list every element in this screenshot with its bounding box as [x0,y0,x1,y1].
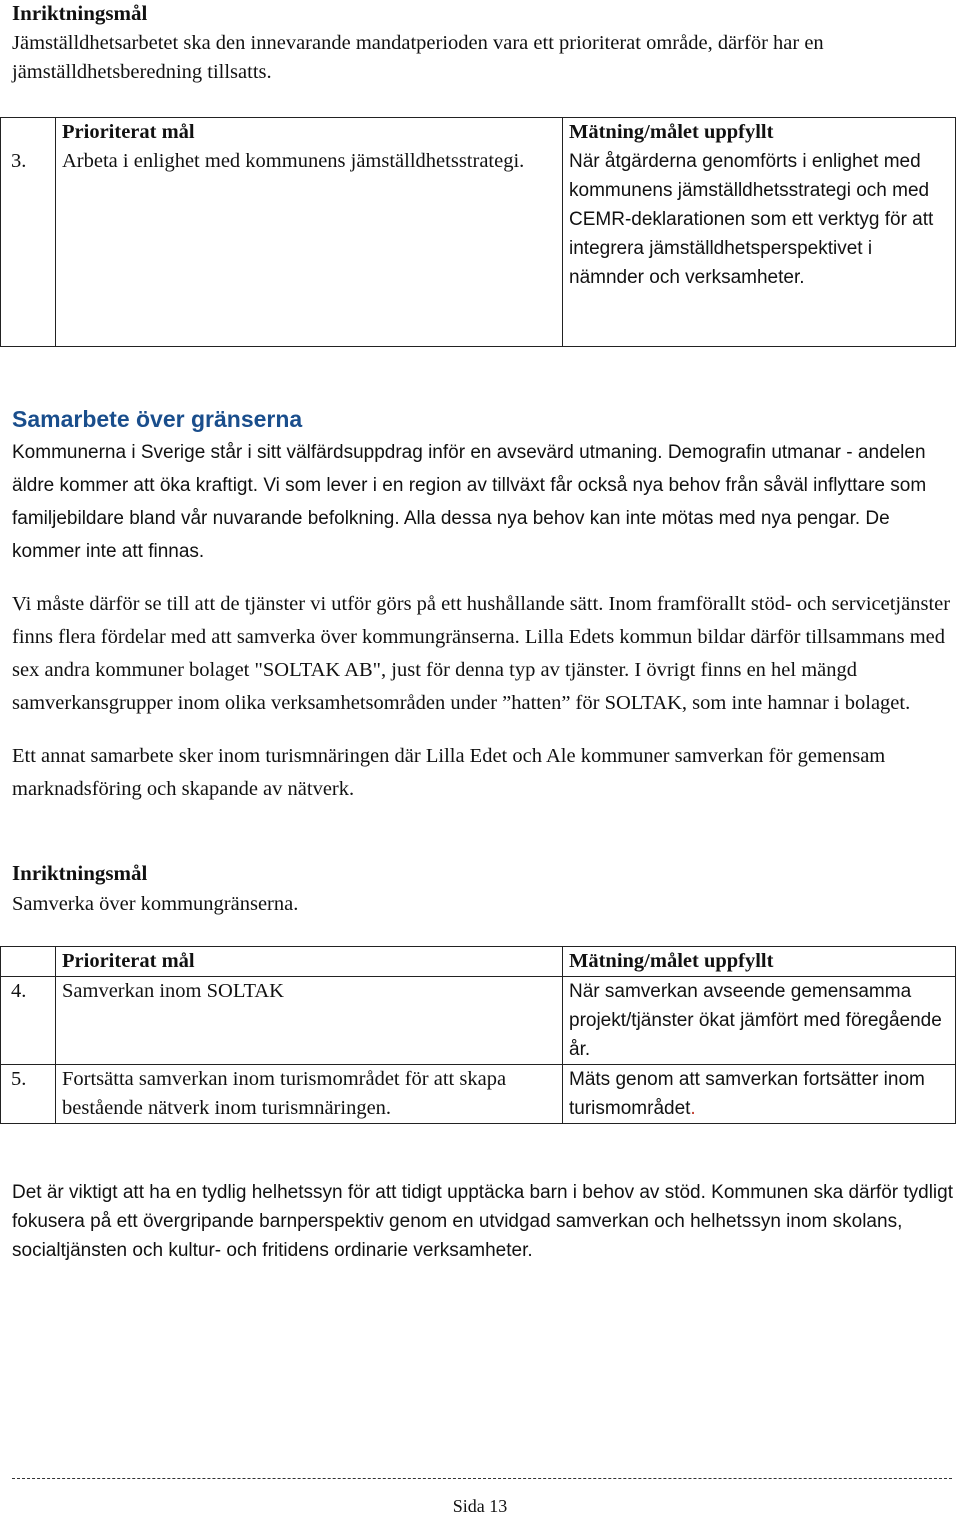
header-goal: Prioriterat mål [56,118,563,148]
section-goal-2 [12,860,956,919]
row-goal: Samverkan inom SOLTAK [56,977,563,1065]
goals-table-2 [0,946,956,1124]
goals-table-1 [0,117,956,347]
section-text: Samverka över kommungränserna. [12,893,299,915]
paragraph-part: I övrigt finns en hel mängd samverkansgrupper inom olika verksamhetsområden under ”hatten” för SOLTAK, som inte hamnar i bolaget. [12,659,911,714]
section-collaboration [12,404,956,806]
paragraph: Ett annat samarbete sker inom turismnäringen där Lilla Edet och Ale kommuner samverkan för gemensam marknadsföring och skapande av nätverk. [12,745,886,800]
paragraph: Kommunerna i Sverige står i sitt välfärdsuppdrag inför en avsevärd utmaning. Demografin utmanar - andelen äldre kommer att öka kraftigt. Vi som lever i en region av tillväxt får också nya behov från såväl inflyttare som familjebildare bland vår nuvarande befolkning. Alla dessa nya behov kan inte mötas med nya pengar. De kommer inte att finnas. [12,442,927,562]
page-number: Sida 13 [452,1496,508,1516]
section-heading: Samarbete över gränserna [12,406,303,432]
section-heading: Inriktningsmål [12,1,148,25]
row-measure: När åtgärderna genomförts i enlighet med kommunens jämställdhetsstrategi och med CEMR-deklarationen som ett verktyg för att integrera jämställdhetsperspektivet i nämnder och verksamheter. [563,147,956,347]
paragraph-part: Vi måste därför se till att de tjänster vi utför görs på ett hushållande sätt. Inom framförallt stöd- och servicetjänster finns flera fördelar med att samverka över kommungränserna. Lilla Edets kommun bildar därför tillsammans med sex andra kommuner bolaget "SOLTAK AB", just för denna typ av tjänster. [12,593,951,681]
table-row [1,1065,956,1124]
paragraph: Det är viktigt att ha en tydlig helhetssyn för att tidigt upptäcka barn i behov av stöd. Kommunen ska därför tydligt fokusera på ett övergripande barnperspektiv genom en utvidgad samverkan och helhetssyn inom skolans, socialtjänsten och kultur- och fritidens ordinarie verksamheter. [12,1182,954,1261]
row-number: 3. [1,147,56,347]
section-intro [12,0,956,87]
row-goal: Arbeta i enlighet med kommunens jämställdhetsstrategi. [56,147,563,347]
section-text: Jämställdhetsarbetet ska den innevarande mandatperioden vara ett prioriterat område, därför har en jämställdhetsberedning tillsatts. [12,32,824,83]
section-children [12,1178,956,1265]
section-heading: Inriktningsmål [12,861,148,885]
row-measure: När samverkan avseende gemensamma projekt/tjänster ökat jämfört med föregående år. [563,977,956,1065]
footer-divider [12,1478,952,1479]
table-header-row [1,118,956,148]
row-measure [563,1065,956,1124]
header-measure: Mätning/målet uppfyllt [563,118,956,148]
row-number: 5. [1,1065,56,1124]
measure-end: . [690,1098,696,1119]
header-measure: Mätning/målet uppfyllt [563,947,956,977]
row-goal: Fortsätta samverkan inom turismområdet för att skapa bestående nätverk inom turismnäringen. [56,1065,563,1124]
measure-text: Mäts genom att samverkan fortsätter inom turismområdet [569,1069,925,1119]
table-header-row [1,947,956,977]
paragraph [12,588,956,720]
header-goal: Prioriterat mål [56,947,563,977]
table-row [1,977,956,1065]
table-row [1,147,956,347]
row-number: 4. [1,977,56,1065]
